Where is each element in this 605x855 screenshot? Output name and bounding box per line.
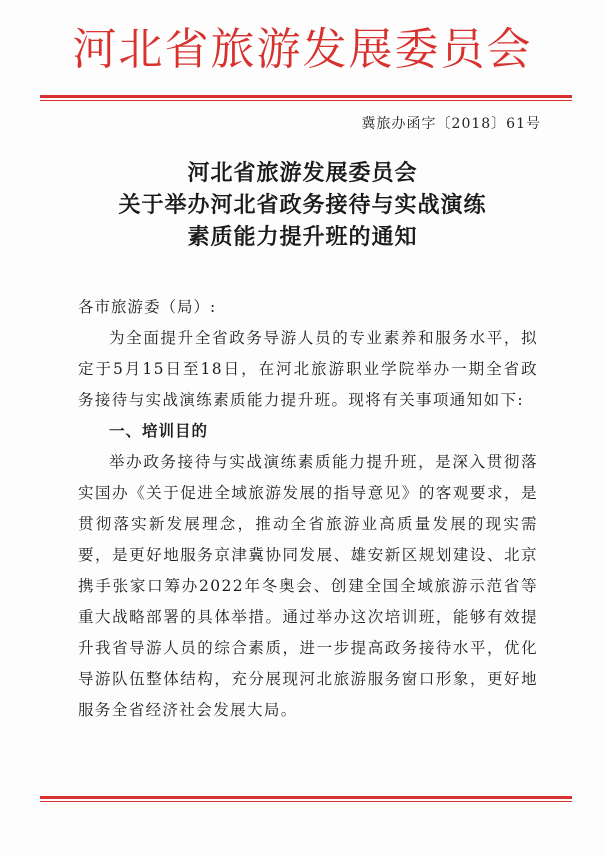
document-title [0,158,605,254]
letterhead-rule-thin [40,100,572,101]
letterhead-rule-thick [40,95,572,98]
footer-rule-thick [40,796,572,799]
letterhead-org-name: 河北省旅游发展委员会 [72,24,533,75]
document-number: 冀旅办函字〔2018〕61号 [361,116,541,132]
document-body [78,292,538,726]
salutation: 各市旅游委（局）: [78,298,217,316]
intro-paragraph: 为全面提升全省政务导游人员的专业素养和服务水平，拟定于5月15日至18日，在河北旅游职业学院举办一期全省政务接待与实战演练素质能力提升班。现将有关事项通知如下: [78,329,538,409]
title-line-3: 素质能力提升班的通知 [187,225,418,250]
section-1-paragraph: 举办政务接待与实战演练素质能力提升班，是深入贯彻落实国办《关于促进全域旅游发展的指导意见》的客观要求，是贯彻落实新发展理念，推动全省旅游业高质量发展的现实需要，是更好地服务京津冀协同发展、雄安新区规划建设、北京携手张家口筹办2022年冬奥会、创建全国全域旅游示范省等重大战略部署的具体举措。通过举办这次培训班，能够有效提升我省导游人员的综合素质，进一步提高政务接待水平，优化导游队伍整体结构，充分展现河北旅游服务窗口形象，更好地服务全省经济社会发展大局。 [78,453,538,719]
title-line-2: 关于举办河北省政务接待与实战演练 [118,193,487,218]
footer-rule-thin [40,801,572,802]
title-line-1: 河北省旅游发展委员会 [187,161,418,186]
section-1-heading: 一、培训目的 [109,422,209,440]
